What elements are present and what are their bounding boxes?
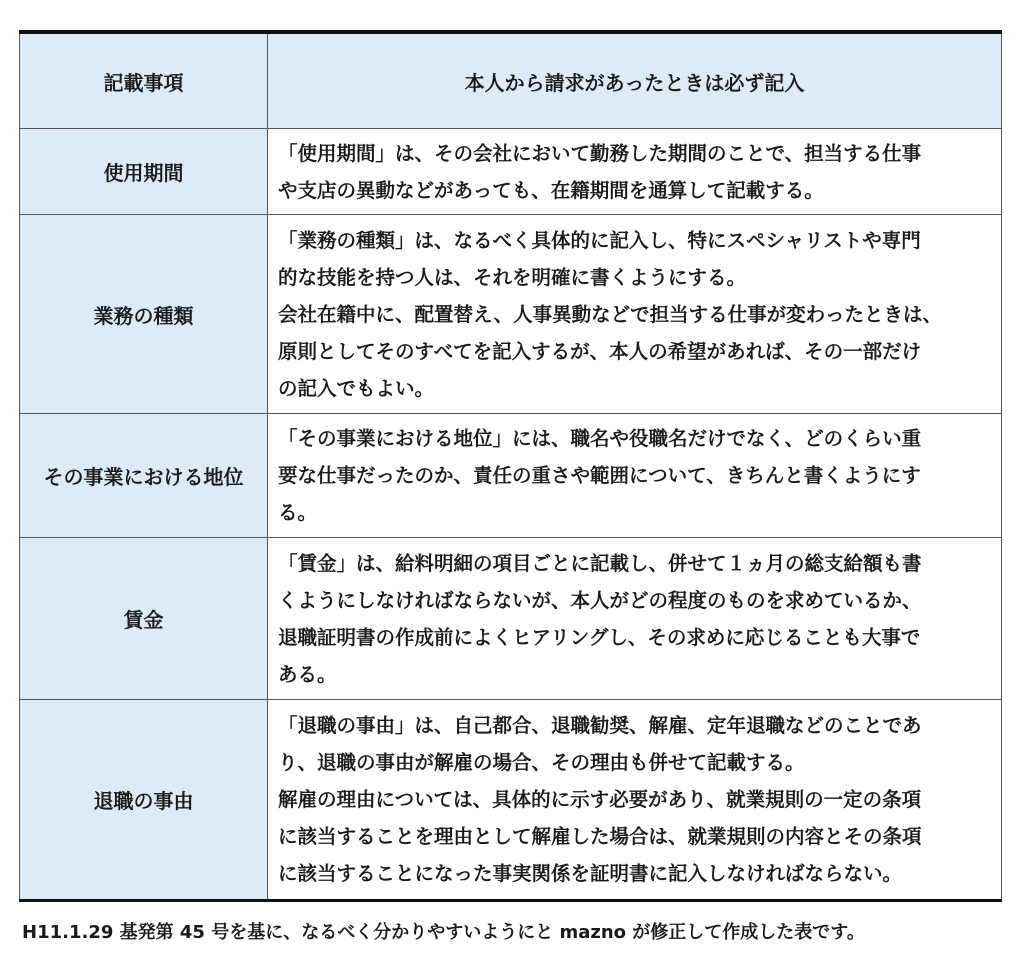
desc-line: くようにしなければならないが、本人がどの程度のものを求めているか、 xyxy=(278,588,922,612)
table-row xyxy=(20,414,1002,538)
desc-line: 「その事業における地位」には、職名や役職名だけでなく、どのくらい重 xyxy=(278,427,922,450)
desc-line: 会社在籍中に、配置替え、人事異動などで担当する仕事が変わったときは、 xyxy=(278,302,942,326)
desc-line: や支店の異動などがあっても、在籍期間を通算して記載する。 xyxy=(278,178,824,202)
desc-line: 的な技能を持つ人は、それを明確に書くようにする。 xyxy=(278,265,747,289)
table-row xyxy=(20,215,1002,414)
desc-line: 「業務の種類」は、なるべく具体的に記入し、特にスペシャリストや専門 xyxy=(278,228,921,252)
row-desc-cell xyxy=(268,129,1002,215)
row-item-cell: その事業における地位 xyxy=(20,414,268,538)
row-item-cell: 業務の種類 xyxy=(20,215,268,414)
row-item-cell: 退職の事由 xyxy=(20,700,268,899)
row-desc-cell xyxy=(268,700,1002,899)
desc-line: 原則としてそのすべてを記入するが、本人の希望があれば、その一部だけ xyxy=(278,339,922,363)
desc-line: 要な仕事だったのか、責任の重さや範囲について、きちんと書くようにす xyxy=(278,464,921,487)
desc-line: 解雇の理由については、具体的に示す必要があり、就業規則の一定の条項 xyxy=(278,787,922,811)
table-row xyxy=(20,129,1002,215)
table-header-row xyxy=(20,34,1002,129)
row-desc-cell xyxy=(268,215,1002,414)
table-row xyxy=(20,700,1002,899)
row-item-cell: 使用期間 xyxy=(20,129,268,215)
row-desc-cell xyxy=(268,538,1002,700)
row-desc-cell xyxy=(268,414,1002,538)
document-table-wrapper xyxy=(19,30,1002,902)
desc-line: の記入でもよい。 xyxy=(278,376,435,400)
requirements-table xyxy=(19,34,1002,899)
header-desc-cell: 本人から請求があったときは必ず記入 xyxy=(268,34,1002,129)
desc-line: る。 xyxy=(278,501,318,524)
desc-line: 退職証明書の作成前によくヒアリングし、その求めに応じることも大事で xyxy=(278,625,921,649)
desc-line: ある。 xyxy=(278,662,337,686)
desc-line: 「使用期間」は、その会社において勤務した期間のことで、担当する仕事 xyxy=(278,141,922,165)
desc-line: に該当することになった事実関係を証明書に記入しなければならない。 xyxy=(278,861,903,885)
desc-line: 「退職の事由」は、自己都合、退職勧奨、解雇、定年退職などのことであ xyxy=(278,713,922,737)
header-item-cell: 記載事項 xyxy=(20,34,268,129)
row-item-cell: 賃金 xyxy=(20,538,268,700)
desc-line: 「賃金」は、給料明細の項目ごとに記載し、併せて１ヵ月の総支給額も書 xyxy=(278,551,922,575)
source-footnote: H11.1.29 基発第 45 号を基に、なるべく分かりやすいようにと mazno が修正して作成した表です。 xyxy=(22,922,865,943)
desc-line: り、退職の事由が解雇の場合、その理由も併せて記載する。 xyxy=(278,750,805,774)
table-row xyxy=(20,538,1002,700)
desc-line: に該当することを理由として解雇した場合は、就業規則の内容とその条項 xyxy=(278,824,922,848)
